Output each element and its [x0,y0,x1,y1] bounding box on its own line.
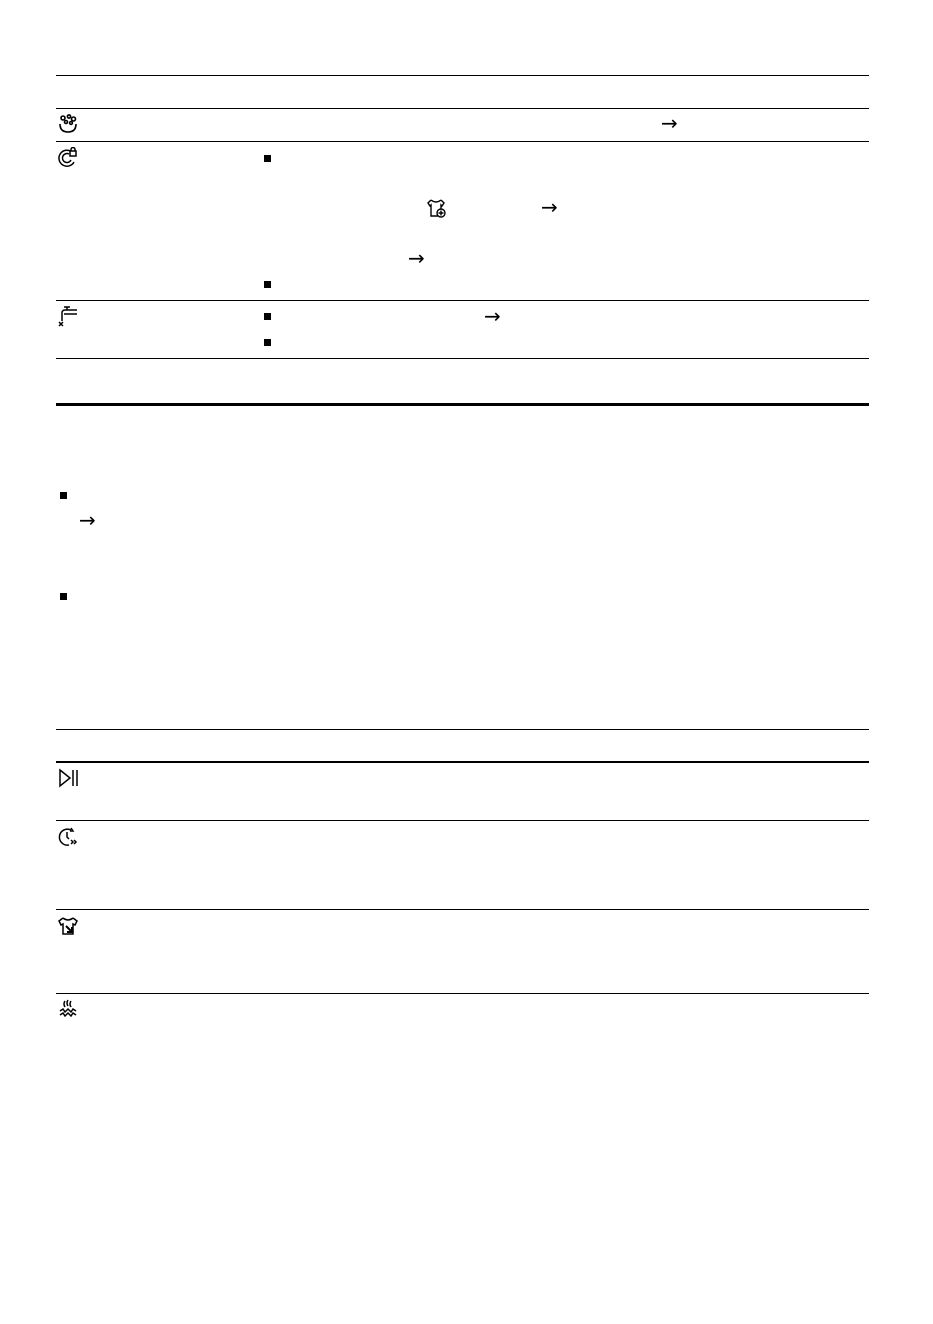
bullet [264,155,271,162]
bullet [60,593,67,600]
bullet [264,339,271,346]
start-pause-icon [57,767,79,789]
row-arrow: → [661,111,678,135]
child-lock-icon [57,147,79,169]
table1-row-rule [56,141,869,142]
table2-row-rule [56,909,869,910]
table1-row-rule [56,300,869,301]
table2-row-rule [56,993,869,994]
add-laundry-shirt-icon [425,197,447,219]
table2-header-rule [56,761,869,763]
table2-row-rule [56,820,869,821]
row-arrow: → [484,304,501,328]
table2-top-rule [56,729,869,730]
add-laundry-icon [57,915,79,937]
row-arrow: → [408,246,425,270]
section-divider [56,403,869,406]
table1-top-rule [56,75,869,76]
row-arrow: → [541,195,558,219]
water-tap-off-icon [57,305,79,327]
bullet [264,313,271,320]
bullet [60,492,67,499]
table1-bottom-rule [56,358,869,359]
list-arrow: → [79,508,96,532]
prewash-bubbles-icon [57,113,79,135]
delay-timer-icon [57,826,79,848]
table1-header-rule [56,108,869,109]
steam-icon [57,999,79,1021]
bullet [264,281,271,288]
